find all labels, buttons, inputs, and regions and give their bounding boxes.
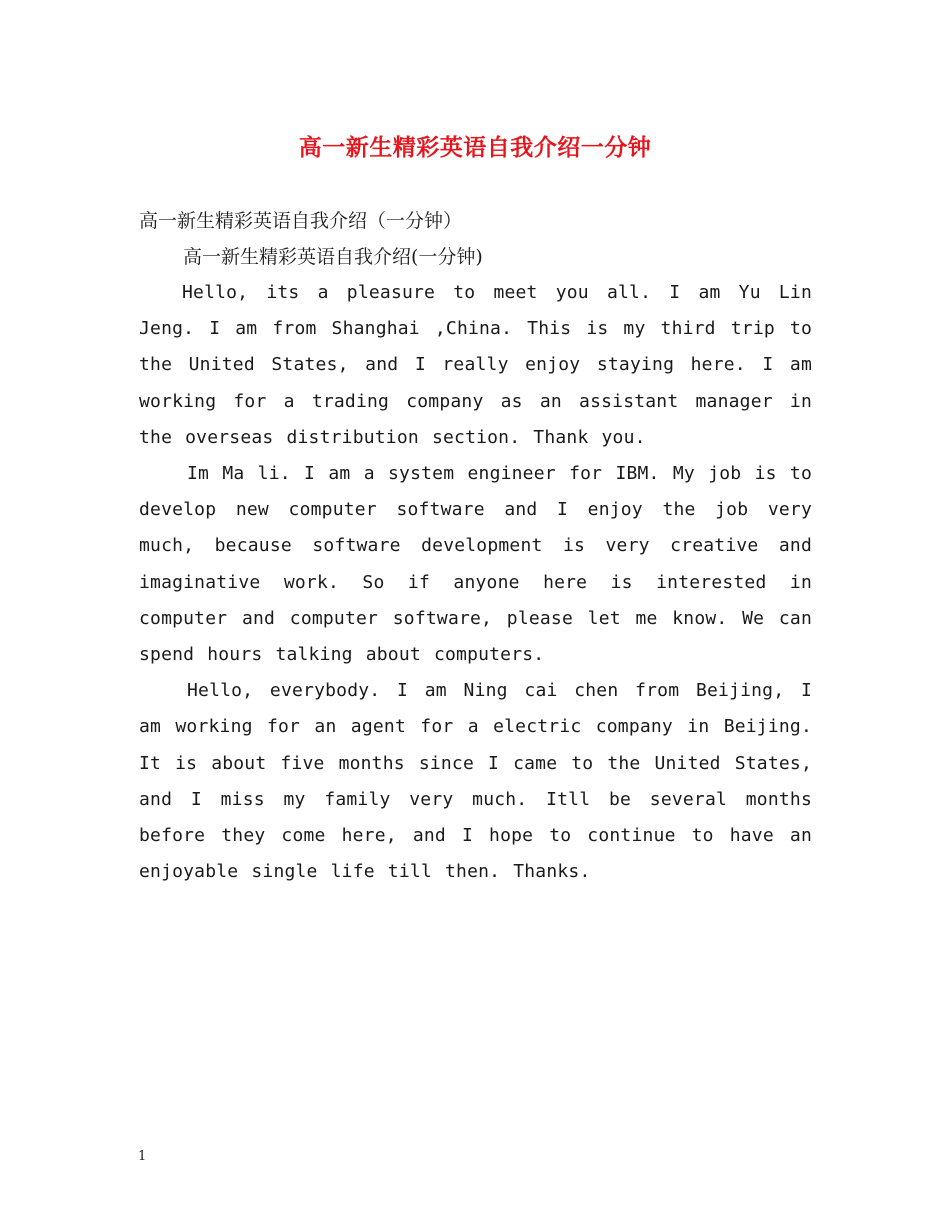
page-number: 1 — [138, 1149, 147, 1164]
paragraph-3: Hello, everybody. I am Ning cai chen from Beijing, I am working for an agent for a electric company in Beijing. It is about five months since I came to the United States, and I miss my family very much. Itll be several months before they come here, and I hope to continue to have an enjoyable single life till then. Thanks. — [139, 680, 812, 883]
document-title: 高一新生精彩英语自我介绍一分钟 — [298, 134, 652, 161]
paragraph-2: Im Ma li. I am a system engineer for IBM. My job is to develop new computer software and I enjoy the job very much, because software development is very creative and imaginative work. So if anyone here is interested in computer and computer software, please let me know. We can spend hours talking about computers. — [139, 463, 812, 666]
paragraph-1: Hello, its a pleasure to meet you all. I am Yu Lin Jeng. I am from Shanghai ,China. This is my third trip to the United States, and I really enjoy staying here. I am working for a trading company as an assistant manager in the overseas distribution section. Thank you. — [139, 282, 812, 448]
document-body — [139, 203, 812, 890]
subtitle-line-2: 高一新生精彩英语自我介绍(一分钟) — [183, 246, 483, 268]
subtitle-line-1: 高一新生精彩英语自我介绍（一分钟） — [139, 210, 463, 232]
